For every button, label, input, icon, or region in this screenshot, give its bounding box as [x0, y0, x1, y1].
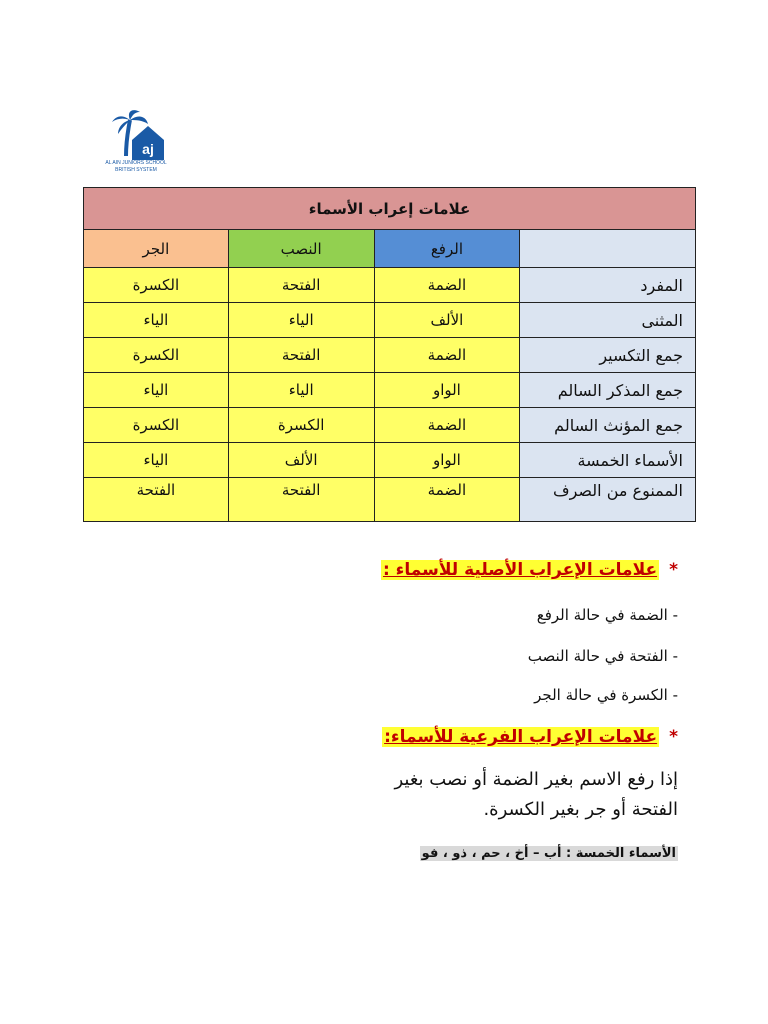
row-raf: الألف [374, 303, 520, 338]
header-case-empty [520, 230, 696, 268]
row-case: المثنى [520, 303, 696, 338]
secondary-paragraph: إذا رفع الاسم بغير الضمة أو نصب بغير الفتحة أو جر بغير الكسرة. [394, 769, 678, 820]
table-row [84, 443, 696, 478]
original-item: - الفتحة في حالة النصب [527, 647, 678, 665]
secondary-markers-heading: علامات الإعراب الفرعية للأسماء: [384, 727, 658, 747]
table-row [84, 268, 696, 303]
row-nasb: الفتحة [228, 338, 374, 373]
table-row [84, 338, 696, 373]
secondary-markers-heading-line [382, 727, 678, 747]
row-nasb: الفتحة [228, 478, 374, 522]
original-item: - الضمة في حالة الرفع [536, 606, 678, 624]
logo-letters: aj [142, 141, 154, 157]
logo-caption [88, 160, 184, 174]
school-system: BRITISH SYSTEM [115, 167, 157, 173]
row-jarr: الكسرة [84, 408, 229, 443]
row-case: المفرد [520, 268, 696, 303]
row-nasb: الفتحة [228, 268, 374, 303]
row-case: الأسماء الخمسة [520, 443, 696, 478]
row-jarr: الياء [84, 303, 229, 338]
table-title-row [84, 188, 696, 230]
row-case: الممنوع من الصرف [520, 478, 696, 522]
row-raf: الضمة [374, 268, 520, 303]
row-raf: الواو [374, 373, 520, 408]
row-raf: الضمة [374, 338, 520, 373]
row-raf: الضمة [374, 408, 520, 443]
row-case: جمع المذكر السالم [520, 373, 696, 408]
case-markers-table [83, 187, 696, 522]
original-item: - الكسرة في حالة الجر [534, 686, 678, 704]
aj-logo-icon [104, 106, 168, 162]
five-nouns-note: الأسماء الخمسة : أب – أخ ، حم ، ذو ، فو [421, 846, 676, 861]
school-name: AL AIN JUNIORS SCHOOL [105, 160, 167, 166]
table-row [84, 408, 696, 443]
row-nasb: الياء [228, 373, 374, 408]
table-row [84, 303, 696, 338]
original-markers-heading-line [381, 560, 678, 580]
row-case: جمع التكسير [520, 338, 696, 373]
table-header-row [84, 230, 696, 268]
bullet-star: * [669, 560, 678, 580]
five-nouns-line [420, 842, 678, 861]
row-jarr: الفتحة [84, 478, 229, 522]
header-raf: الرفع [374, 230, 520, 268]
row-raf: الواو [374, 443, 520, 478]
row-nasb: الألف [228, 443, 374, 478]
row-jarr: الكسرة [84, 338, 229, 373]
original-markers-heading: علامات الإعراب الأصلية للأسماء : [382, 560, 658, 580]
header-jarr: الجر [84, 230, 229, 268]
row-nasb: الكسرة [228, 408, 374, 443]
table-title: علامات إعراب الأسماء [84, 188, 696, 230]
bullet-star: * [669, 727, 678, 747]
row-jarr: الياء [84, 443, 229, 478]
table-row [84, 373, 696, 408]
row-jarr: الكسرة [84, 268, 229, 303]
row-case: جمع المؤنث السالم [520, 408, 696, 443]
header-nasb: النصب [228, 230, 374, 268]
row-jarr: الياء [84, 373, 229, 408]
table-row [84, 478, 696, 522]
row-nasb: الياء [228, 303, 374, 338]
row-raf: الضمة [374, 478, 520, 522]
